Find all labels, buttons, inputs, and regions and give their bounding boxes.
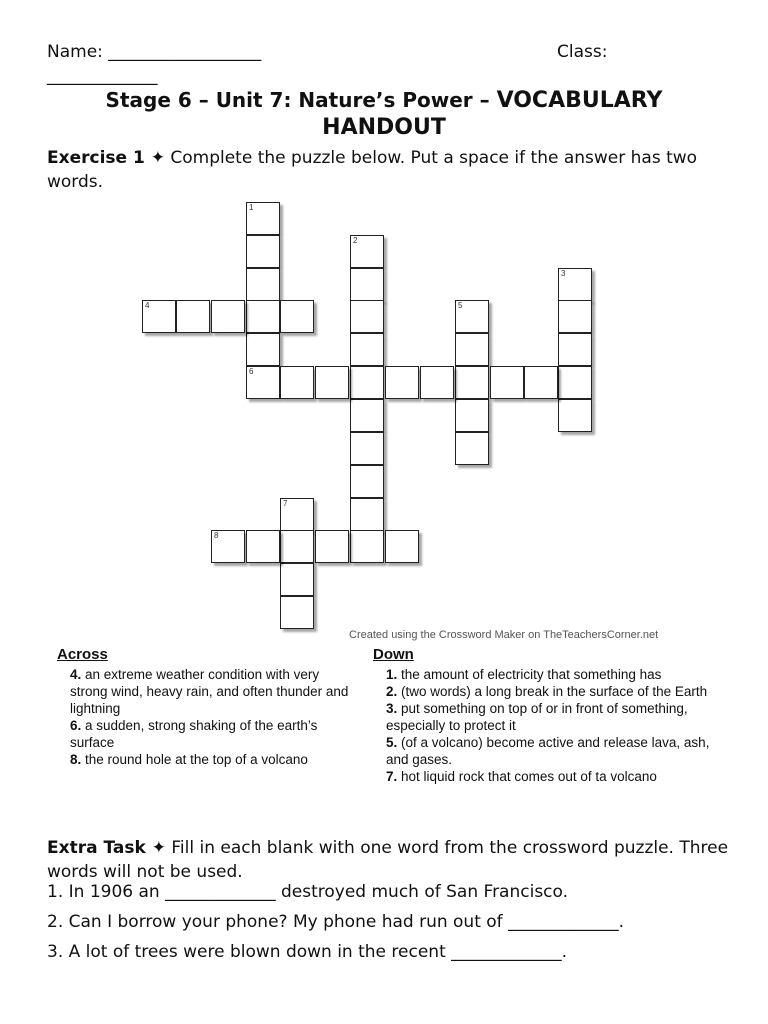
crossword-cell[interactable] (350, 235, 384, 268)
crossword-cell[interactable] (350, 268, 384, 301)
crossword-cell[interactable] (558, 366, 592, 399)
extra-task-sentence: 1. In 1906 an _____________ destroyed much of San Francisco. (47, 882, 569, 902)
extra-task-label: Extra Task ✦ (47, 838, 166, 858)
exercise-1-label: Exercise 1 ✦ (47, 148, 165, 168)
crossword-cell[interactable] (246, 333, 280, 366)
crossword-cell[interactable] (558, 268, 592, 301)
crossword-cell[interactable] (455, 300, 489, 333)
crossword-cell[interactable] (280, 498, 314, 531)
crossword-cell[interactable] (455, 333, 489, 366)
crossword-cell[interactable] (246, 235, 280, 268)
crossword-cell[interactable] (350, 432, 384, 465)
across-clue (70, 666, 360, 717)
exercise-1-text: Complete the puzzle below. Put a space if the answer has two words. (47, 148, 698, 192)
crossword-clue-number: 3 (561, 269, 566, 278)
down-clue (386, 683, 716, 700)
clue-number: 3. (386, 701, 398, 716)
crossword-cell[interactable] (350, 465, 384, 498)
crossword-clue-number: 4 (145, 301, 150, 310)
crossword-cell[interactable] (455, 366, 489, 399)
down-clue (386, 768, 716, 785)
crossword-credit: Created using the Crossword Maker on TheTeachersCorner.net (349, 629, 659, 641)
clue-text: (two words) a long break in the surface of the Earth (397, 684, 708, 699)
crossword-cell[interactable] (280, 563, 314, 596)
class-field-label: Class: (557, 42, 608, 62)
clue-number: 5. (386, 735, 398, 750)
title-main: Stage 6 – Unit 7: Nature’s Power – (105, 88, 497, 112)
crossword-clue-number: 1 (249, 203, 254, 212)
crossword-cell[interactable] (455, 432, 489, 465)
extra-task-text: Fill in each blank with one word from the crossword puzzle. Three words will not be used. (47, 838, 729, 882)
crossword-cell[interactable] (211, 300, 245, 333)
crossword-cell[interactable] (350, 366, 384, 399)
down-clue (386, 734, 716, 768)
crossword-cell[interactable] (280, 596, 314, 629)
clue-number: 4. (70, 667, 82, 682)
crossword-cell[interactable] (558, 300, 592, 333)
crossword-cell[interactable] (246, 268, 280, 301)
clue-number: 1. (386, 667, 398, 682)
clue-text: the round hole at the top of a volcano (81, 752, 308, 767)
crossword-cell[interactable] (385, 530, 419, 563)
crossword-clue-number: 6 (249, 367, 254, 376)
crossword-cell[interactable] (280, 300, 314, 333)
crossword-cell[interactable] (350, 498, 384, 531)
extra-task-sentence: 2. Can I borrow your phone? My phone had run out of _____________. (47, 912, 624, 932)
class-field-blank: _____________ (47, 66, 158, 86)
clue-text: an extreme weather condition with very strong wind, heavy rain, and often thunder and lightning (70, 667, 349, 716)
down-clue (386, 666, 716, 683)
clue-number: 7. (386, 769, 398, 784)
crossword-cell[interactable] (315, 366, 349, 399)
crossword-cell[interactable] (246, 366, 280, 399)
crossword-cell[interactable] (280, 366, 314, 399)
title-big: VOCABULARY (496, 88, 663, 113)
crossword-cell[interactable] (455, 399, 489, 432)
crossword-cell[interactable] (246, 202, 280, 235)
across-clue (70, 717, 360, 751)
clue-text: put something on top of or in front of something, especially to protect it (386, 701, 688, 733)
crossword-clue-number: 5 (458, 301, 463, 310)
crossword-cell[interactable] (385, 366, 419, 399)
clue-text: the amount of electricity that something has (397, 667, 662, 682)
crossword-cell[interactable] (142, 300, 176, 333)
crossword-cell[interactable] (315, 530, 349, 563)
crossword-cell[interactable] (490, 366, 524, 399)
across-heading: Across (57, 646, 108, 663)
crossword-cell[interactable] (558, 399, 592, 432)
clue-number: 6. (70, 718, 82, 733)
down-clue-list (386, 666, 716, 785)
crossword-cell[interactable] (350, 300, 384, 333)
down-clue (386, 700, 716, 734)
across-clue (70, 751, 360, 768)
crossword-cell[interactable] (246, 530, 280, 563)
crossword-clue-number: 8 (214, 531, 219, 540)
name-field-label: Name: __________________ (47, 42, 262, 62)
crossword-clue-number: 7 (283, 499, 288, 508)
title-second: HANDOUT (322, 115, 446, 140)
clue-number: 8. (70, 752, 82, 767)
crossword-cell[interactable] (350, 530, 384, 563)
crossword-cell[interactable] (246, 300, 280, 333)
extra-task-sentence: 3. A lot of trees were blown down in the recent _____________. (47, 942, 568, 962)
crossword-cell[interactable] (350, 399, 384, 432)
crossword-clue-number: 2 (353, 236, 358, 245)
across-clue-list (70, 666, 360, 768)
crossword-cell[interactable] (176, 300, 210, 333)
crossword-cell[interactable] (280, 530, 314, 563)
clue-text: hot liquid rock that comes out of ta volcano (397, 769, 657, 784)
clue-text: (of a volcano) become active and release lava, ash, and gases. (386, 735, 710, 767)
crossword-cell[interactable] (420, 366, 454, 399)
down-heading: Down (373, 646, 414, 663)
clue-text: a sudden, strong shaking of the earth’s surface (70, 718, 318, 750)
extra-task-instructions (47, 836, 747, 884)
crossword-cell[interactable] (211, 530, 245, 563)
crossword-cell[interactable] (350, 333, 384, 366)
crossword-cell[interactable] (558, 333, 592, 366)
crossword-cell[interactable] (524, 366, 558, 399)
clue-number: 2. (386, 684, 398, 699)
